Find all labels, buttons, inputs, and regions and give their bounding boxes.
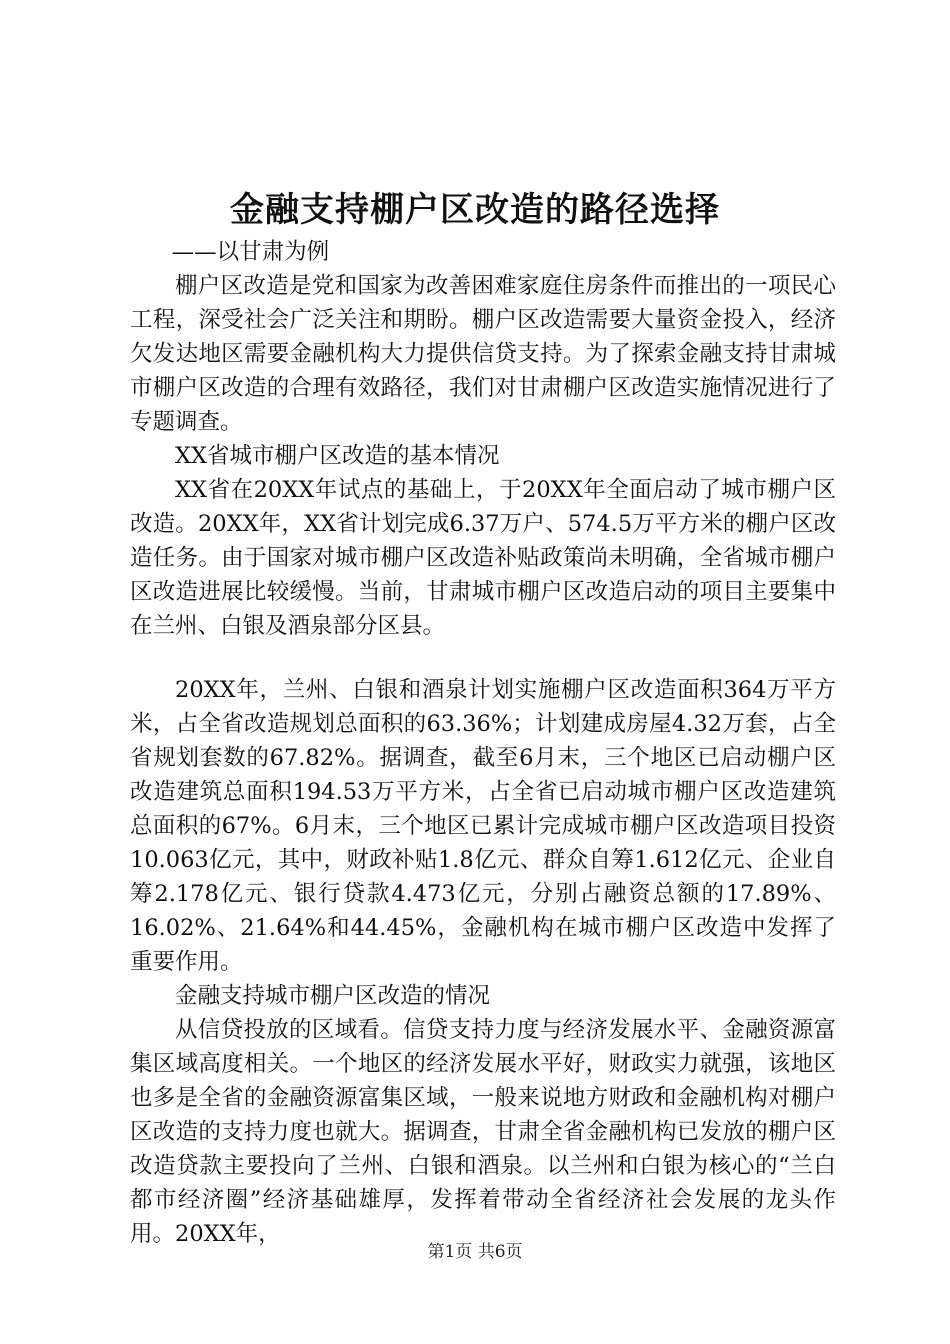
paragraph-credit-distribution: 从信贷投放的区域看。信贷支持力度与经济发展水平、金融资源富集区域高度相关。一个地区的经济发展水平好，财政实力就强，该地区也多是全省的金融资源富集区域，一般来说地方财政和金融机构对棚户区改造的支持力度也就大。据调查，甘肃全省金融机构已发放的棚户区改造贷款主要投向了兰州、白银和酒泉。以兰州和白银为核心的“兰白都市经济圈”经济基础雄厚，发挥着带动全省经济社会发展的龙头作用。20XX年， — [130, 1017, 836, 1247]
paragraph-basic-situation: XX省在20XX年试点的基础上，于20XX年全面启动了城市棚户区改造。20XX年，XX省计划完成6.37万户、574.5万平方米的棚户区改造任务。由于国家对城市棚户区改造补贴政策尚未明确，全省城市棚户区改造进展比较缓慢。当前，甘肃城市棚户区改造启动的项目主要集中在兰州、白银及酒泉部分区县。 — [130, 477, 836, 639]
document-subtitle: ——以甘肃为例 — [171, 239, 330, 265]
section-heading-financial-support: 金融支持城市棚户区改造的情况 — [175, 983, 491, 1009]
page-number-footer: 第1页 共6页 — [427, 1242, 523, 1262]
document-title: 金融支持棚户区改造的路径选择 — [230, 190, 720, 230]
paragraph-intro: 棚户区改造是党和国家为改善困难家庭住房条件而推出的一项民心工程，深受社会广泛关注和期盼。棚户区改造需要大量资金投入，经济欠发达地区需要金融机构大力提供信贷支持。为了探索金融支持甘肃城市棚户区改造的合理有效路径，我们对甘肃棚户区改造实施情况进行了专题调查。 — [130, 273, 836, 435]
paragraph-statistics: 20XX年，兰州、白银和酒泉计划实施棚户区改造面积364万平方米，占全省改造规划总面积的63.36%；计划建成房屋4.32万套，占全省规划套数的67.82%。据调查，截至6月末，三个地区已启动棚户区改造建筑总面积194.53万平方米，占全省已启动城市棚户区改造建筑总面积的67%。6月末，三个地区已累计完成城市棚户区改造项目投资10.063亿元，其中，财政补贴1.8亿元、群众自筹1.612亿元、企业自筹2.178亿元、银行贷款4.473亿元，分别占融资总额的17.89%、16.02%、21.64%和44.45%，金融机构在城市棚户区改造中发挥了重要作用。 — [130, 677, 836, 975]
document-body — [130, 235, 836, 1251]
section-heading-basic-situation: XX省城市棚户区改造的基本情况 — [175, 443, 500, 469]
